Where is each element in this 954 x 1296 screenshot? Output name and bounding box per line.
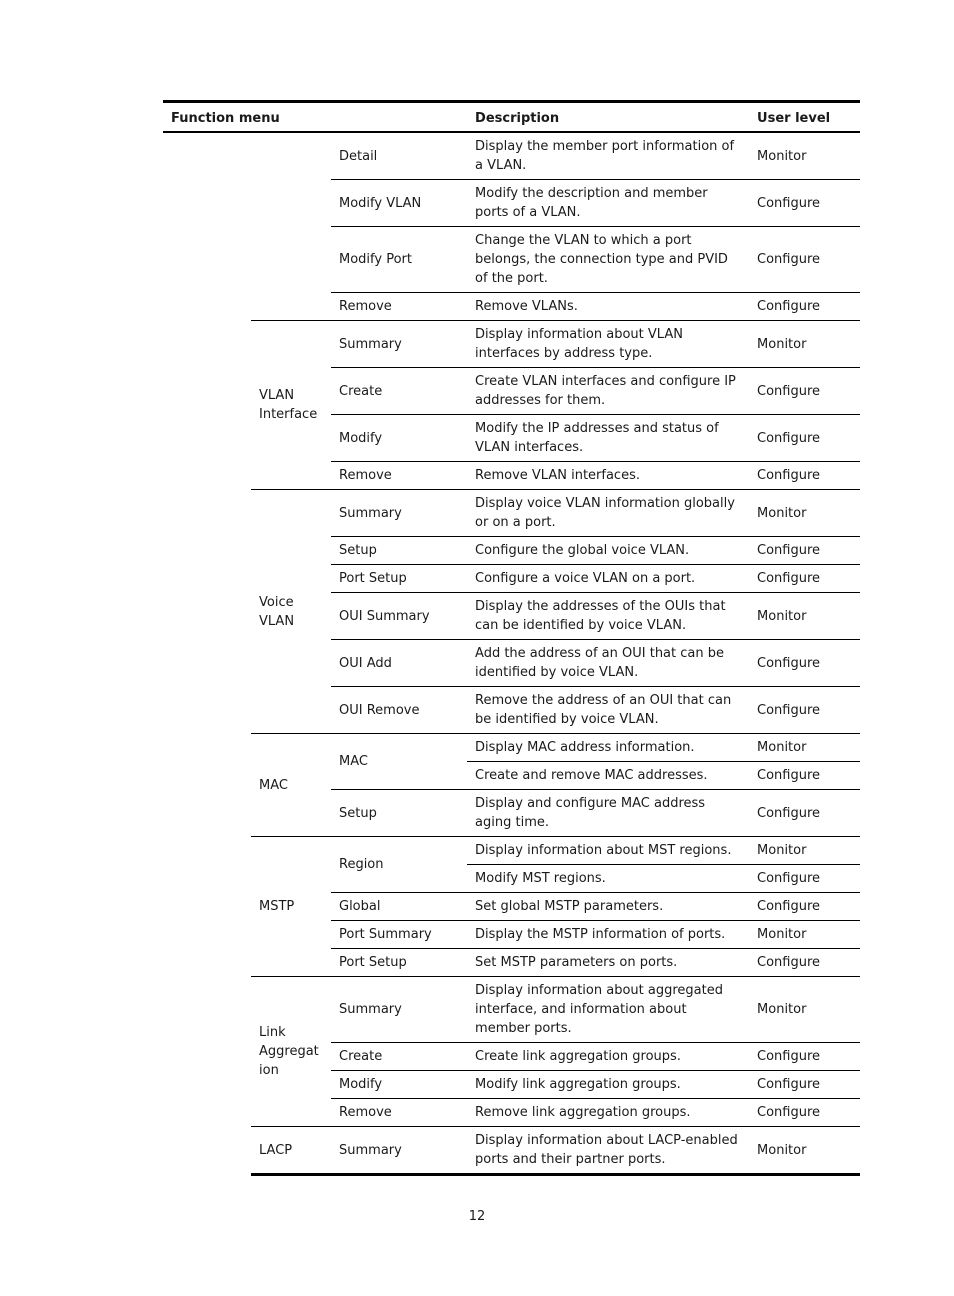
parent-menu-cell	[163, 132, 251, 1175]
user-level-cell: Monitor	[757, 148, 807, 164]
header-user-level: User level	[749, 102, 860, 133]
table-row	[163, 977, 860, 1043]
submenu-region: Region	[331, 837, 467, 893]
submenu-global: Global	[331, 893, 467, 921]
user-level-cell: Monitor	[749, 593, 860, 640]
user-level-cell: Configure	[749, 949, 860, 977]
submenu-modify-port: Modify Port	[331, 227, 467, 293]
description-cell: Display information about MST regions.	[467, 837, 749, 865]
description-cell: Change the VLAN to which a port belongs, the connection type and PVID of the port.	[467, 227, 749, 293]
page-number: 12	[468, 1209, 486, 1224]
user-level-cell: Configure	[749, 1043, 860, 1071]
table-body	[163, 132, 860, 1175]
description-cell: Display the MSTP information of ports.	[467, 921, 749, 949]
user-level-cell: Configure	[749, 640, 860, 687]
table-row	[163, 1127, 860, 1175]
description-cell: Display the member port information of a VLAN.	[475, 139, 735, 173]
menu-group-mstp: MSTP	[251, 837, 331, 977]
submenu-summary: Summary	[331, 490, 467, 537]
user-level-cell: Monitor	[749, 734, 860, 762]
user-level-cell: Configure	[749, 565, 860, 593]
user-level-cell: Configure	[749, 293, 860, 321]
description-cell: Set global MSTP parameters.	[467, 893, 749, 921]
submenu-oui-add: OUI Add	[331, 640, 467, 687]
menu-group-blank	[251, 132, 331, 321]
menu-group-mac: MAC	[251, 734, 331, 837]
submenu-modify: Modify	[331, 1071, 467, 1099]
menu-group-link-aggregat-ion: Link Aggregat ion	[251, 977, 331, 1127]
header-function-menu: Function menu	[163, 102, 467, 133]
description-cell: Create VLAN interfaces and configure IP addresses for them.	[467, 368, 749, 415]
description-cell: Display information about aggregated interface, and information about member ports.	[467, 977, 749, 1043]
user-level-cell: Configure	[749, 227, 860, 293]
submenu-summary: Summary	[331, 321, 467, 368]
description-cell: Modify MST regions.	[467, 865, 749, 893]
user-level-cell: Configure	[749, 180, 860, 227]
user-level-cell: Configure	[749, 687, 860, 734]
menu-group-lacp: LACP	[251, 1127, 331, 1175]
user-level-cell: Configure	[749, 790, 860, 837]
user-level-cell: Configure	[749, 762, 860, 790]
submenu-oui-summary: OUI Summary	[331, 593, 467, 640]
submenu-create: Create	[331, 368, 467, 415]
menu-group-voice-vlan: Voice VLAN	[251, 490, 331, 734]
description-cell: Configure the global voice VLAN.	[467, 537, 749, 565]
description-cell: Display the addresses of the OUIs that can be identified by voice VLAN.	[467, 593, 749, 640]
table-row	[163, 132, 860, 180]
description-cell: Create link aggregation groups.	[467, 1043, 749, 1071]
submenu-port-setup: Port Setup	[331, 565, 467, 593]
menu-group-vlan-interface: VLAN Interface	[251, 321, 331, 490]
description-cell: Remove the address of an OUI that can be identified by voice VLAN.	[467, 687, 749, 734]
description-cell: Remove VLANs.	[467, 293, 749, 321]
user-level-cell: Configure	[749, 893, 860, 921]
submenu-summary: Summary	[331, 977, 467, 1043]
submenu-summary: Summary	[331, 1127, 467, 1175]
submenu-modify-vlan: Modify VLAN	[331, 180, 467, 227]
description-cell: Set MSTP parameters on ports.	[467, 949, 749, 977]
header-description: Description	[467, 102, 749, 133]
user-level-cell: Configure	[749, 368, 860, 415]
user-level-cell: Configure	[749, 415, 860, 462]
table-row	[163, 734, 860, 762]
user-level-cell: Configure	[749, 1099, 860, 1127]
submenu-detail: Detail	[339, 148, 378, 164]
submenu-oui-remove: OUI Remove	[331, 687, 467, 734]
description-cell: Display information about LACP-enabled ports and their partner ports.	[467, 1127, 749, 1175]
submenu-remove: Remove	[331, 462, 467, 490]
user-level-cell: Monitor	[749, 921, 860, 949]
description-cell: Remove VLAN interfaces.	[467, 462, 749, 490]
function-menu-table	[163, 100, 860, 1176]
table-row	[163, 490, 860, 537]
user-level-cell: Monitor	[749, 977, 860, 1043]
submenu-remove: Remove	[331, 293, 467, 321]
user-level-cell: Monitor	[749, 490, 860, 537]
submenu-port-summary: Port Summary	[331, 921, 467, 949]
description-cell: Display and configure MAC address aging time.	[467, 790, 749, 837]
description-cell: Display MAC address information.	[467, 734, 749, 762]
user-level-cell: Monitor	[749, 1127, 860, 1175]
description-cell: Create and remove MAC addresses.	[467, 762, 749, 790]
table-row	[163, 321, 860, 368]
user-level-cell: Configure	[749, 865, 860, 893]
description-cell: Modify link aggregation groups.	[467, 1071, 749, 1099]
submenu-port-setup: Port Setup	[331, 949, 467, 977]
description-cell: Modify the IP addresses and status of VLAN interfaces.	[467, 415, 749, 462]
user-level-cell: Monitor	[749, 837, 860, 865]
submenu-modify: Modify	[331, 415, 467, 462]
description-cell: Remove link aggregation groups.	[467, 1099, 749, 1127]
user-level-cell: Configure	[749, 537, 860, 565]
submenu-remove: Remove	[331, 1099, 467, 1127]
user-level-cell: Configure	[749, 462, 860, 490]
table-header-row	[163, 102, 860, 133]
submenu-setup: Setup	[331, 790, 467, 837]
user-level-cell: Configure	[749, 1071, 860, 1099]
submenu-setup: Setup	[331, 537, 467, 565]
description-cell: Display information about VLAN interfaces by address type.	[467, 321, 749, 368]
submenu-create: Create	[331, 1043, 467, 1071]
table-row	[163, 837, 860, 865]
description-cell: Add the address of an OUI that can be identified by voice VLAN.	[467, 640, 749, 687]
user-level-cell: Monitor	[749, 321, 860, 368]
description-cell: Modify the description and member ports of a VLAN.	[467, 180, 749, 227]
submenu-mac: MAC	[331, 734, 467, 790]
description-cell: Display voice VLAN information globally or on a port.	[467, 490, 749, 537]
description-cell: Configure a voice VLAN on a port.	[467, 565, 749, 593]
